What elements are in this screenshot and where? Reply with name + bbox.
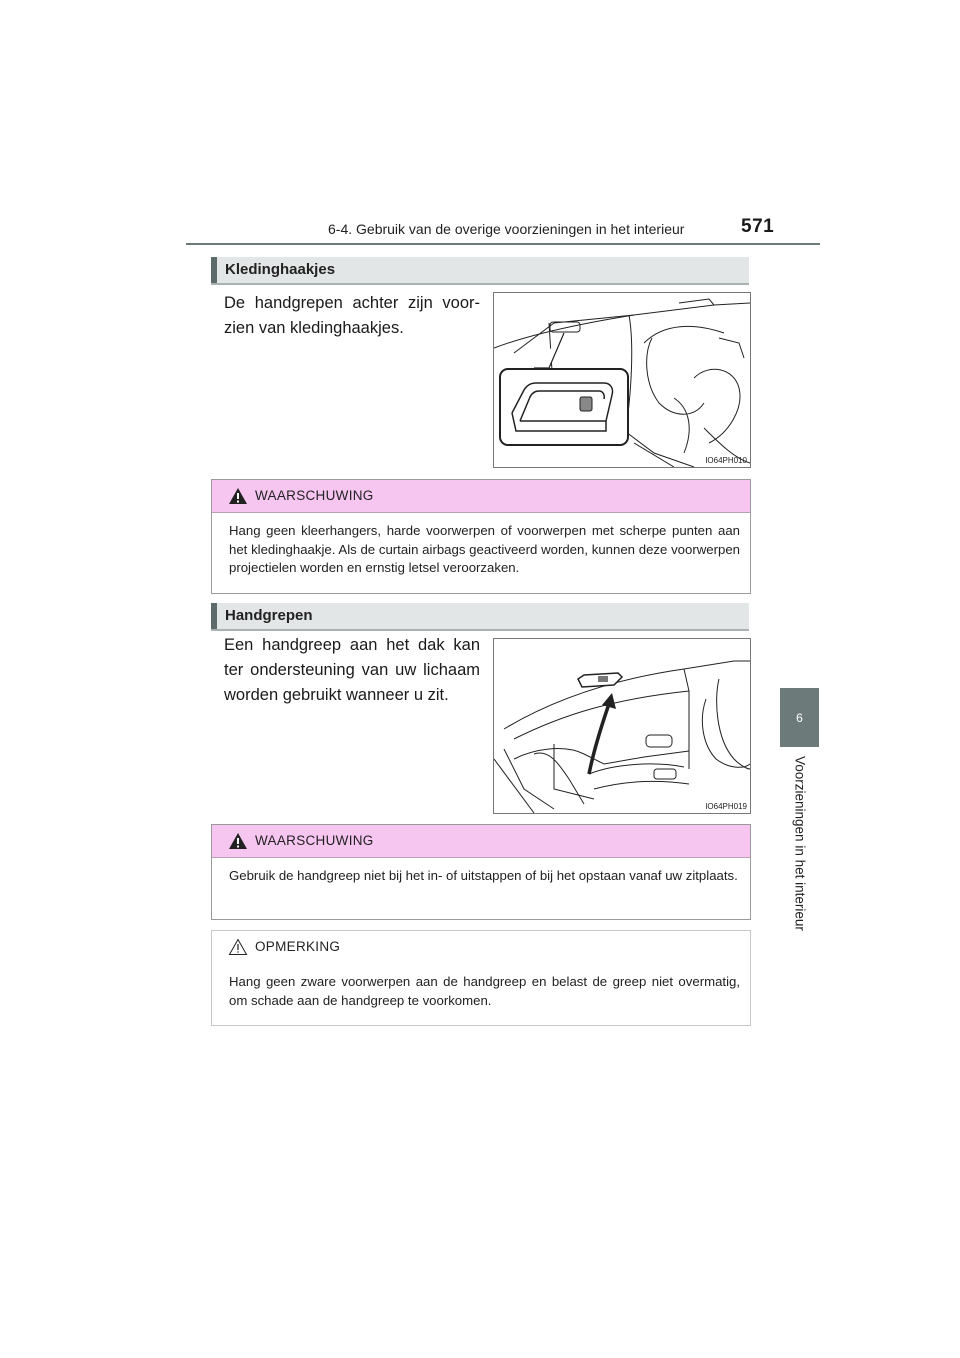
warning-text: Gebruik de handgreep niet bij het in- of uitstappen of bij het opstaan vanaf uw zitplaats. xyxy=(229,868,738,883)
assist-grip-drawing xyxy=(494,639,750,813)
coat-hook-illustration xyxy=(493,292,751,468)
warning-header xyxy=(212,480,750,513)
note-header xyxy=(212,931,750,963)
chapter-side-label xyxy=(778,756,822,956)
warning-box-coat-hook xyxy=(211,479,751,594)
warning-header xyxy=(212,825,750,858)
section-title: Kledinghaakjes xyxy=(225,261,336,278)
chapter-tab[interactable] xyxy=(780,688,819,747)
chapter-side-label-text: Voorzieningen in het interieur xyxy=(792,756,808,931)
warning-box-assist-grip xyxy=(211,824,751,920)
note-label: OPMERKING xyxy=(255,939,341,954)
caution-icon xyxy=(228,938,248,956)
note-box-assist-grip xyxy=(211,930,751,1026)
warning-icon xyxy=(228,832,248,850)
assist-grip-illustration xyxy=(493,638,751,814)
section-heading-kledinghaakjes xyxy=(211,257,749,285)
section-body-text: Een handgreep aan het dak kan ter ondersteuning van uw lichaam worden gebruikt wanneer u zit. xyxy=(224,636,480,704)
section-title: Handgrepen xyxy=(225,607,313,624)
section-body-text: De handgrepen achter zijn voor-zien van kledinghaakjes. xyxy=(224,294,480,337)
chapter-number: 6 xyxy=(796,710,803,725)
warning-icon xyxy=(228,487,248,505)
figure-code: IO64PH010 xyxy=(705,456,747,465)
section-heading-handgrepen xyxy=(211,603,749,631)
figure-code: IO64PH019 xyxy=(705,802,747,811)
warning-label: WAARSCHUWING xyxy=(255,833,374,848)
header-divider xyxy=(186,243,820,245)
warning-label: WAARSCHUWING xyxy=(255,488,374,503)
chapter-header: 6-4. Gebruik van de overige voorzieningen in het interieur xyxy=(328,221,685,237)
note-text: Hang geen zware voorwerpen aan de handgreep en belast de greep niet overmatig, om schade aan de handgreep te voorkomen. xyxy=(229,974,740,1008)
coat-hook-drawing xyxy=(494,293,750,467)
page-number: 571 xyxy=(741,216,775,237)
warning-text: Hang geen kleerhangers, harde voorwerpen of voorwerpen met scherpe punten aan het kledinghaakje. Als de curtain airbags geactiveerd worden, kunnen deze voorwerpen projectielen worden en ernstig letsel veroorzaken. xyxy=(229,523,740,575)
